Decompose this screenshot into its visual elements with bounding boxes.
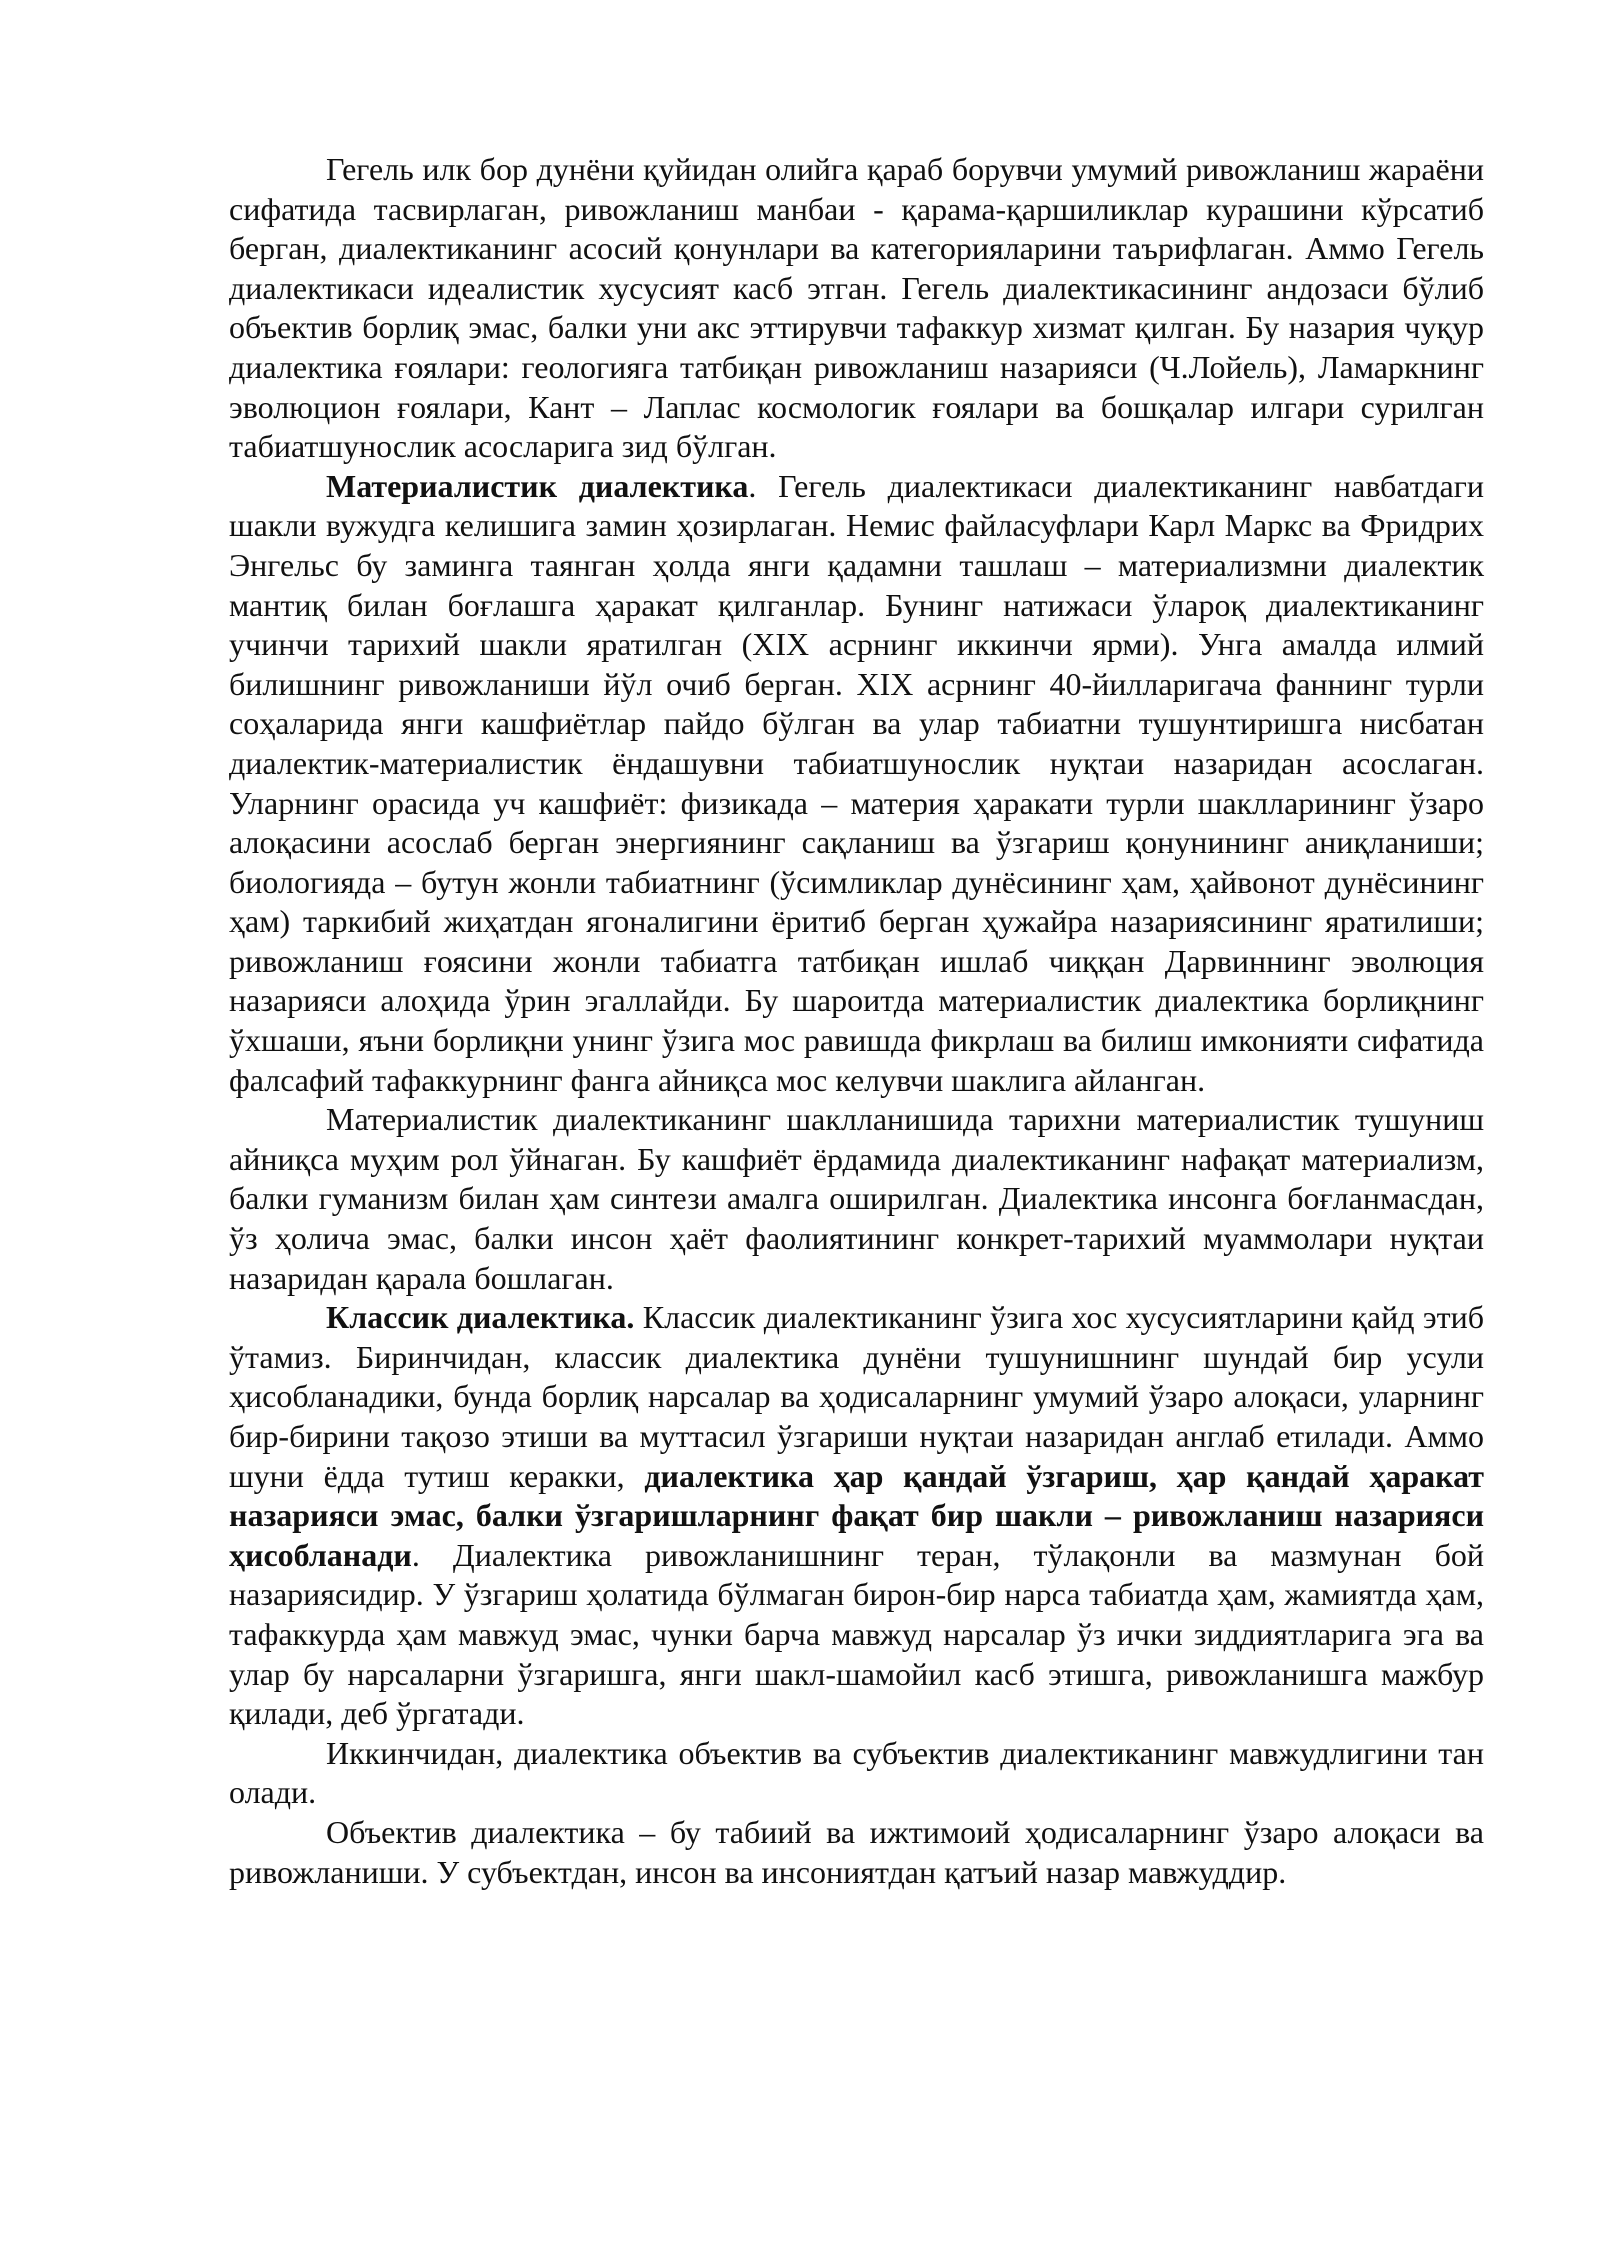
section-heading-materialist-dialectics: Материалистик диалектика xyxy=(326,467,749,504)
emphasized-definition: диалектика ҳар қандай ўзгариш, ҳар қандай ҳаракат назарияси эмас, балки ўзгаришларнинг фақат бир шакли – ривожланиш назарияси ҳисобланади xyxy=(229,1457,1485,1573)
section-heading-classic-dialectics: Классик диалектика. xyxy=(326,1299,635,1336)
paragraph-text: Материалистик диалектиканинг шаклланишида тарихни материалистик тушуниш айниқса муҳим рол ўйнаган. Бу кашфиёт ёрдамида диалектиканинг нафақат материализм, балки гуманизм билан ҳам синтези амалга оширилган. Диалектика инсонга боғланмасдан, ўз ҳолича эмас, балки инсон ҳаёт фаолиятининг конкрет-тарихий муаммолари нуқтаи назаридан қарала бошлаган. xyxy=(229,1101,1484,1296)
paragraph-history-materialism xyxy=(229,1100,1484,1298)
paragraph-text: Гегель илк бор дунёни қуйидан олийга қараб борувчи умумий ривожланиш жараёни сифатида тасвирлаган, ривожланиш манбаи - қарама-қаршиликлар курашини кўрсатиб берган, диалектиканинг асосий қонунлари ва категорияларини таърифлаган. Аммо Гегель диалектикаси идеалистик хусусият касб этган. Гегель диалектикасининг андозаси бўлиб объектив борлиқ эмас, балки уни акс эттирувчи тафаккур хизмат қилган. Бу назария чуқур диалектика ғоялари: геологияга татбиқан ривожланиш назарияси (Ч.Лойель), Ламаркнинг эволюцион ғоялари, Кант – Лаплас космологик ғоялари ва бошқалар илгари сурилган табиатшунослик асосларига зид бўлган. xyxy=(229,151,1484,465)
paragraph-text: Объектив диалектика – бу табиий ва ижтимоий ҳодисаларнинг ўзаро алоқаси ва ривожланиши. У субъектдан, инсон ва инсониятдан қатъий назар мавжуддир. xyxy=(229,1813,1484,1890)
paragraph-text: Иккинчидан, диалектика объектив ва субъектив диалектиканинг мавжудлигини тан олади. xyxy=(229,1734,1484,1811)
paragraph-classic-dialectics xyxy=(229,1298,1484,1734)
paragraph-text: . Диалектика ривожланишнинг теран, тўлақонли ва мазмунан бой назариясидир. У ўзгариш ҳолатида бўлмаган бирон-бир нарса табиатда ҳам, жамиятда ҳам, тафаккурда ҳам мавжуд эмас, чунки барча мавжуд нарсалар ўз ички зиддиятларига эга ва улар бу нарсаларни ўзгаришга, янги шакл-шамойил касб этишга, ривожланишга мажбур қилади, деб ўргатади. xyxy=(229,1536,1484,1732)
paragraph-hegel-dialectics xyxy=(229,150,1484,467)
paragraph-objective-dialectics xyxy=(229,1813,1484,1892)
paragraph-materialist-dialectics xyxy=(229,467,1484,1101)
document-page xyxy=(229,150,1484,1892)
paragraph-text: Классик диалектиканинг ўзига хос хусусиятларини қайд этиб ўтамиз. Биринчидан, классик диалектика дунёни тушунишнинг шундай бир усули ҳисобланадики, бунда борлиқ нарсалар ва ҳодисаларнинг умумий ўзаро алоқаси, уларнинг бир-бирини тақозо этиши ва муттасил ўзгариши нуқтаи назаридан англаб етилади. Аммо шуни ёдда тутиш керакки, xyxy=(229,1299,1485,1494)
paragraph-second-point xyxy=(229,1734,1484,1813)
paragraph-text: . Гегель диалектикаси диалектиканинг навбатдаги шакли вужудга келишига замин ҳозирлаган. Немис файласуфлари Карл Маркс ва Фридрих Энгельс бу заминга таянган ҳолда янги қадамни ташлаш – материализмни диалектик мантиқ билан боғлашга ҳаракат қилганлар. Бунинг натижаси ўлароқ диалектиканинг учинчи тарихий шакли яратилган (XIX асрнинг иккинчи ярми). Унга амалда илмий билишнинг ривожланиши йўл очиб берган. XIX асрнинг 40-йилларигача фаннинг турли соҳаларида янги кашфиётлар пайдо бўлган ва улар табиатни тушунтиришга нисбатан диалектик-материалистик ёндашувни табиатшунослик нуқтаи назаридан асослаган. Уларнинг орасида уч кашфиёт: физикада – материя ҳаракати турли шаклларининг ўзаро алоқасини асослаб берган энергиянинг сақланиш ва ўзгариш қонунининг аниқланиши; биологияда – бутун жонли табиатнинг (ўсимликлар дунёсининг ҳам, ҳайвонот дунёсининг ҳам) таркибий жиҳатдан ягоналигини ёритиб берган ҳужайра назариясининг яратилиши; ривожланиш ғоясини жонли табиатга татбиқан ишлаб чиққан Дарвиннинг эволюция назарияси алоҳида ўрин эгаллайди. Бу шароитда материалистик диалектика борлиқнинг ўхшаши, яъни борлиқни унинг ўзига мос равишда фикрлаш ва билиш имконияти сифатида фалсафий тафаккурнинг фанга айниқса мос келувчи шаклига айланган. xyxy=(229,467,1485,1098)
